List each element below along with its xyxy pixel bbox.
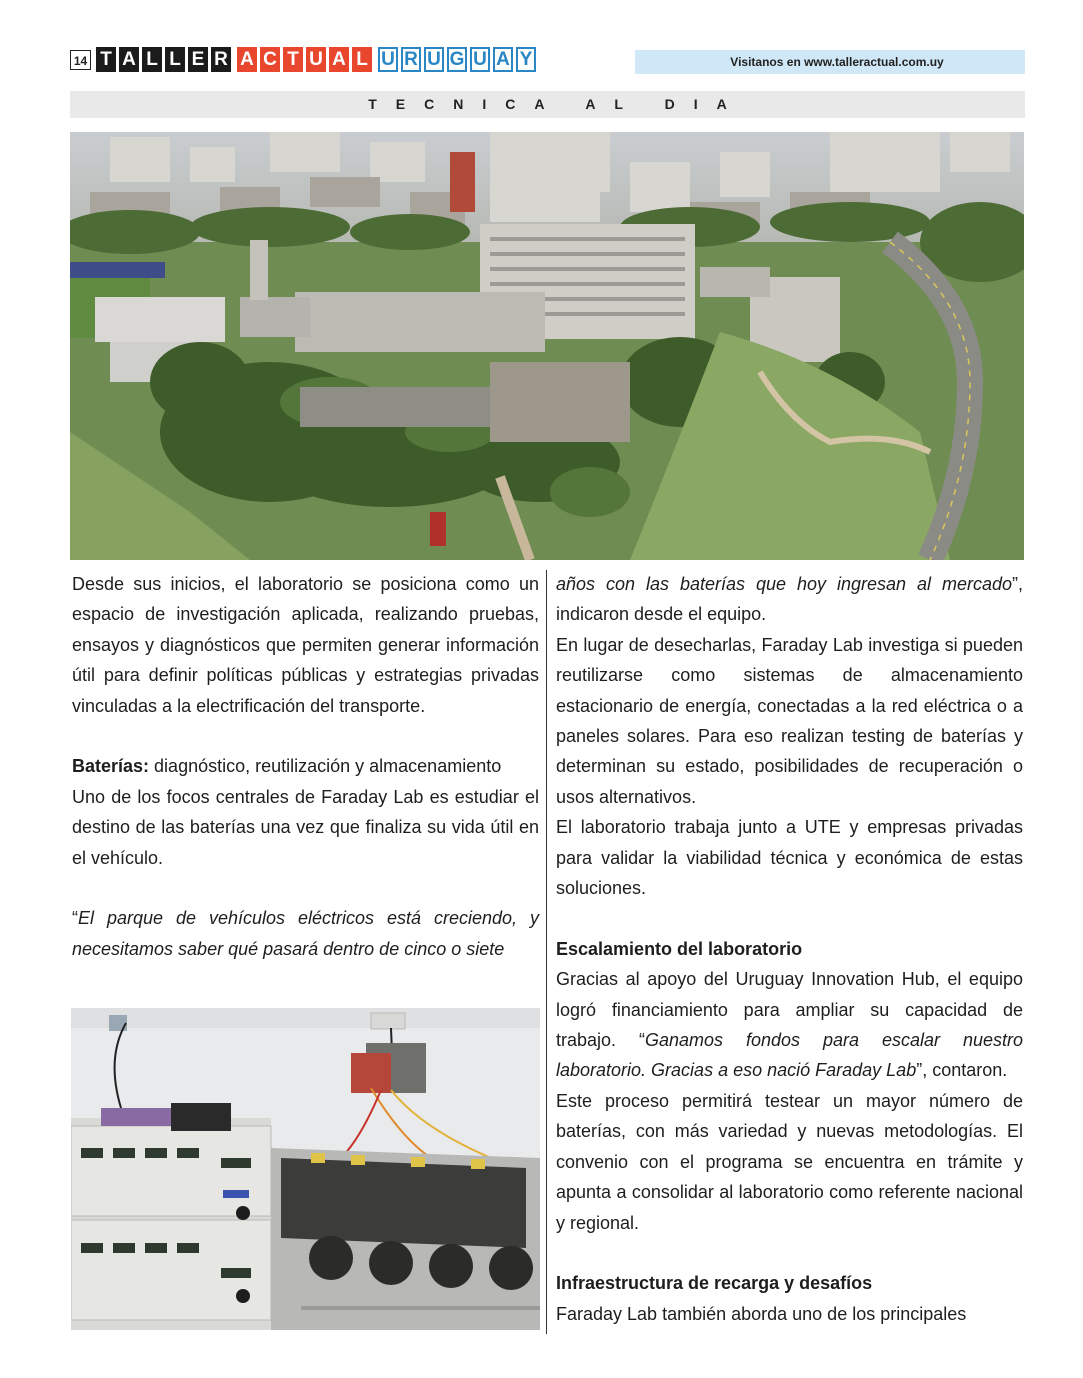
brand-letter: U — [306, 47, 326, 72]
quote-paragraph — [72, 903, 539, 964]
brand-letter: A — [329, 47, 349, 72]
paragraph: El laboratorio trabaja junto a UTE y empresas privadas para validar la viabilidad técnica y económica de estas soluciones. — [556, 817, 1023, 899]
subheading-line — [72, 751, 539, 781]
website-banner: Visitanos en www.talleractual.com.uy — [635, 50, 1025, 74]
brand-letter: T — [96, 47, 116, 72]
paragraph — [556, 964, 1023, 1086]
quote-continuation — [556, 569, 1023, 630]
brand-letter: T — [283, 47, 303, 72]
brand-letter: L — [142, 47, 162, 72]
column-divider — [546, 570, 547, 1334]
brand-letter: U — [378, 47, 398, 72]
quote-text: Ganamos fondos para escalar nuestro laboratorio. Gracias a eso nació Faraday Lab — [556, 1030, 1023, 1081]
paragraph: Faraday Lab también aborda uno de los principales — [556, 1303, 967, 1324]
brand-letter: U — [470, 47, 490, 72]
brand-letter: R — [211, 47, 231, 72]
quote-attribution: ”, indicaron desde el equipo. — [556, 574, 1023, 625]
brand-letter: Y — [516, 47, 536, 72]
section-heading: Escalamiento del laboratorio — [556, 938, 803, 959]
paragraph: Este proceso permitirá testear un mayor número de baterías, con más variedad y nuevas metodologías. El convenio con el programa se encuentra en trámite y apunta a consolidar al laboratorio como referente nacional y regional. — [556, 1090, 1023, 1233]
brand-letter: L — [165, 47, 185, 72]
brand-word — [378, 47, 539, 75]
brand-letter: A — [119, 47, 139, 72]
quote-open-mark: “ — [72, 908, 78, 929]
paragraph: Uno de los focos centrales de Faraday Lab es estudiar el destino de las baterías una vez que finaliza su vida útil en el vehículo. — [72, 786, 539, 868]
brand-logo — [96, 47, 542, 75]
brand-letter: R — [401, 47, 421, 72]
paragraph: Desde sus inicios, el laboratorio se posiciona como un espacio de investigación aplicada, realizando pruebas, ensayos y diagnósticos que permiten generar información útil para definir políticas públicas y estrategias privadas vinculadas a la electrificación del transporte. — [72, 574, 539, 716]
quote-text: años con las baterías que hoy ingresan al mercado — [556, 574, 1012, 594]
section-heading: Infraestructura de recarga y desafíos — [556, 1273, 873, 1294]
brand-letter: G — [447, 47, 467, 72]
brand-word — [237, 47, 375, 75]
subheading-label: Baterías: — [72, 756, 150, 777]
page-number: 14 — [70, 50, 91, 70]
aerial-campus-photo — [70, 132, 1024, 560]
paragraph-text: Gracias al apoyo del Uruguay Innovation Hub, el equipo logró financiamiento para ampliar su capacidad de trabajo. “ — [556, 969, 1023, 1051]
paragraph-text: ”, contaron. — [916, 1060, 1008, 1081]
battery-lab-photo — [71, 1008, 540, 1330]
brand-letter: C — [260, 47, 280, 72]
brand-letter: A — [493, 47, 513, 72]
masthead — [70, 47, 1025, 75]
brand-letter: L — [352, 47, 372, 72]
brand-letter: U — [424, 47, 444, 72]
brand-letter: E — [188, 47, 208, 72]
section-title: TECNICA AL DIA — [70, 91, 1025, 118]
subheading-rest: diagnóstico, reutilización y almacenamiento — [149, 756, 502, 777]
right-column — [556, 569, 1023, 1329]
quote-text: El parque de vehículos eléctricos está creciendo, y necesitamos saber qué pasará dentro de cinco o siete — [72, 908, 539, 959]
left-column — [72, 569, 539, 964]
brand-letter: A — [237, 47, 257, 72]
brand-word — [96, 47, 234, 75]
paragraph: En lugar de desecharlas, Faraday Lab investiga si pueden reutilizarse como sistemas de almacenamiento estacionario de energía, conectadas a la red eléctrica o a paneles solares. Para eso realizan testing de baterías y determinan su estado, posibilidades de recuperación o usos alternativos. — [556, 634, 1023, 807]
